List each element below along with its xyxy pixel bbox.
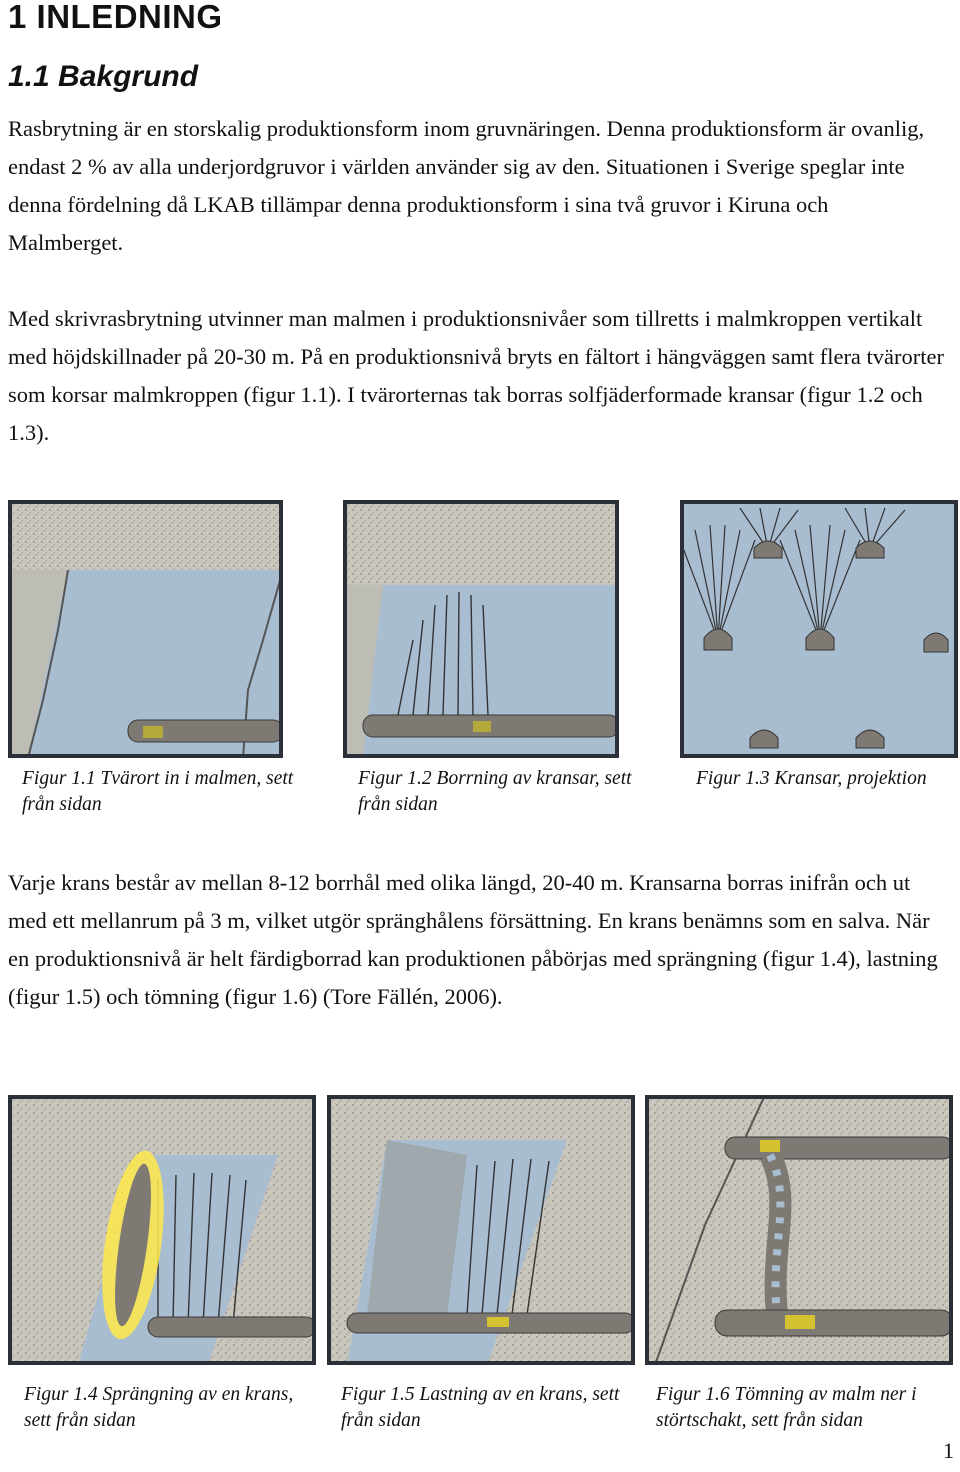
page-number: 1	[943, 1438, 954, 1463]
figure-1-2-drilling	[343, 500, 619, 758]
caption-figure-1-1: Figur 1.1 Tvärort in i malmen, sett från sidan	[22, 768, 294, 815]
figure-1-5-loading	[327, 1095, 635, 1365]
figure-1-3-projection	[680, 500, 958, 758]
paragraph-method: Med skrivrasbrytning utvinner man malmen i produktionsnivåer som tillretts i malmkroppen vertikalt med höjdskillnader på 20-30 m. På en produktionsnivå bryts en fältort i hängväggen samt flera tvärorter som korsar malmkroppen (figur 1.1). I tvärorternas tak borras solfjäderformade kransar (figur 1.2 och 1.3).	[8, 306, 945, 445]
figure-1-1-crosscut	[8, 500, 283, 758]
caption-figure-1-4: Figur 1.4 Sprängning av en krans, sett från sidan	[24, 1384, 294, 1431]
caption-figure-1-3: Figur 1.3 Kransar, projektion	[696, 768, 927, 789]
caption-figure-1-6: Figur 1.6 Tömning av malm ner i störtschakt, sett från sidan	[656, 1384, 917, 1431]
figure-1-6-tipping	[645, 1095, 953, 1365]
paragraph-rings: Varje krans består av mellan 8-12 borrhål med olika längd, 20-40 m. Kransarna borras inifrån och ut med ett mellanrum på 3 m, vilket utgör spränghålens försättning. En krans benämns som en salva. När en produktionsnivå är helt färdigborrad kan produktionen påbörjas med sprängning (figur 1.4), lastning (figur 1.5) och tömning (figur 1.6) (Tore Fällén, 2006).	[8, 870, 938, 1009]
paragraph-intro: Rasbrytning är en storskalig produktionsform inom gruvnäringen. Denna produktionsform är ovanlig, endast 2 % av alla underjordgruvor i världen använder sig av den. Situationen i Sverige speglar inte denna fördelning då LKAB tillämpar denna produktionsform i sina två gruvor i Kiruna och Malmberget.	[8, 116, 925, 255]
section-heading: 1.1 Bakgrund	[8, 60, 199, 93]
caption-figure-1-5: Figur 1.5 Lastning av en krans, sett från sidan	[341, 1384, 620, 1431]
figure-1-4-blasting	[8, 1095, 316, 1365]
chapter-heading: 1 INLEDNING	[8, 0, 223, 35]
caption-figure-1-2: Figur 1.2 Borrning av kransar, sett från sidan	[358, 768, 632, 815]
